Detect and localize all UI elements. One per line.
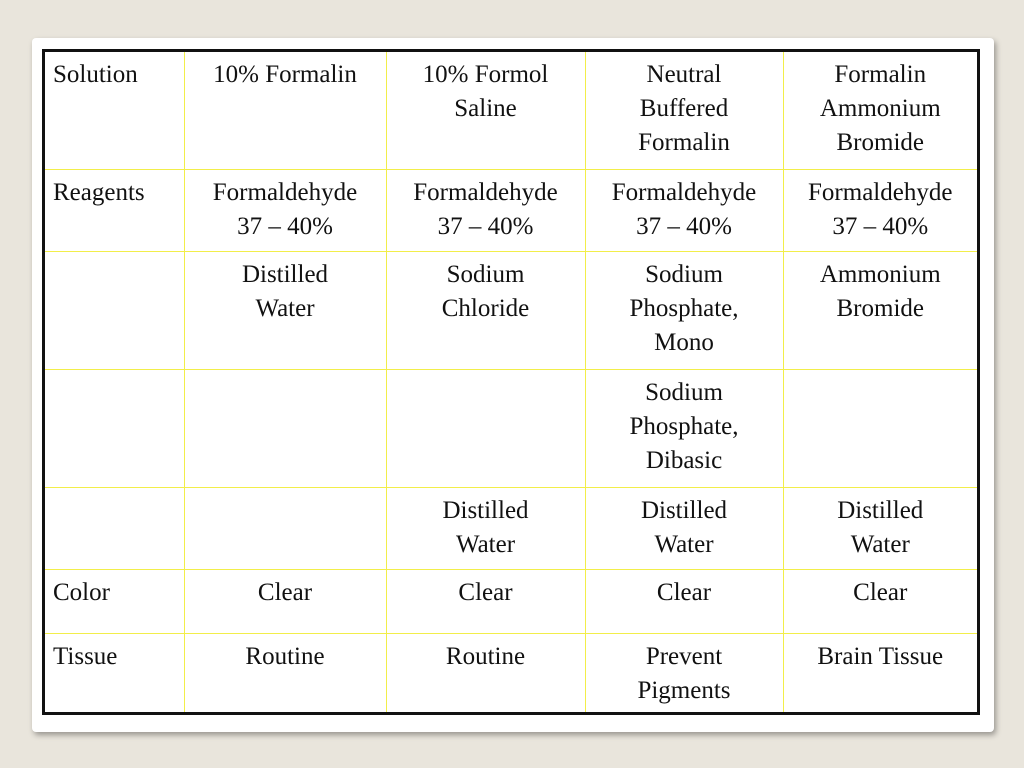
header-row (45, 52, 977, 169)
table-cell: Clear (386, 569, 585, 633)
table-cell (184, 369, 386, 487)
table-cell (783, 369, 977, 487)
fixatives-table (45, 52, 977, 712)
table-cell: Distilled Water (783, 487, 977, 569)
table-cell (386, 369, 585, 487)
table-cell: Clear (585, 569, 783, 633)
table-cell: Distilled Water (386, 487, 585, 569)
table-cell: Routine (386, 633, 585, 712)
header-cell-neutral-buffered-formalin: Neutral Buffered Formalin (585, 52, 783, 169)
row-label-empty (45, 369, 184, 487)
table-cell: Formaldehyde 37 – 40% (783, 169, 977, 251)
table-row (45, 369, 977, 487)
table-cell: Formaldehyde 37 – 40% (184, 169, 386, 251)
table-cell (184, 487, 386, 569)
table-cell: Sodium Phosphate, Mono (585, 251, 783, 369)
table-row (45, 487, 977, 569)
table-cell: Ammonium Bromide (783, 251, 977, 369)
table-cell: Formaldehyde 37 – 40% (386, 169, 585, 251)
table-cell: Clear (184, 569, 386, 633)
table-row (45, 633, 977, 712)
row-label-color: Color (45, 569, 184, 633)
row-label-empty (45, 487, 184, 569)
table-cell: Routine (184, 633, 386, 712)
header-cell-10-formalin: 10% Formalin (184, 52, 386, 169)
table-row (45, 569, 977, 633)
header-cell-10-formol-saline: 10% Formol Saline (386, 52, 585, 169)
row-label-empty (45, 251, 184, 369)
row-label-reagents: Reagents (45, 169, 184, 251)
header-cell-solution: Solution (45, 52, 184, 169)
table-cell: Brain Tissue (783, 633, 977, 712)
table-cell: Distilled Water (585, 487, 783, 569)
header-cell-formalin-ammonium-bromide: Formalin Ammonium Bromide (783, 52, 977, 169)
table-cell: Formaldehyde 37 – 40% (585, 169, 783, 251)
table-row (45, 169, 977, 251)
table-cell: Sodium Phosphate, Dibasic (585, 369, 783, 487)
table-cell: Distilled Water (184, 251, 386, 369)
table-cell: Clear (783, 569, 977, 633)
table-cell: Prevent Pigments (585, 633, 783, 712)
row-label-tissue: Tissue (45, 633, 184, 712)
table-cell: Sodium Chloride (386, 251, 585, 369)
table-row (45, 251, 977, 369)
